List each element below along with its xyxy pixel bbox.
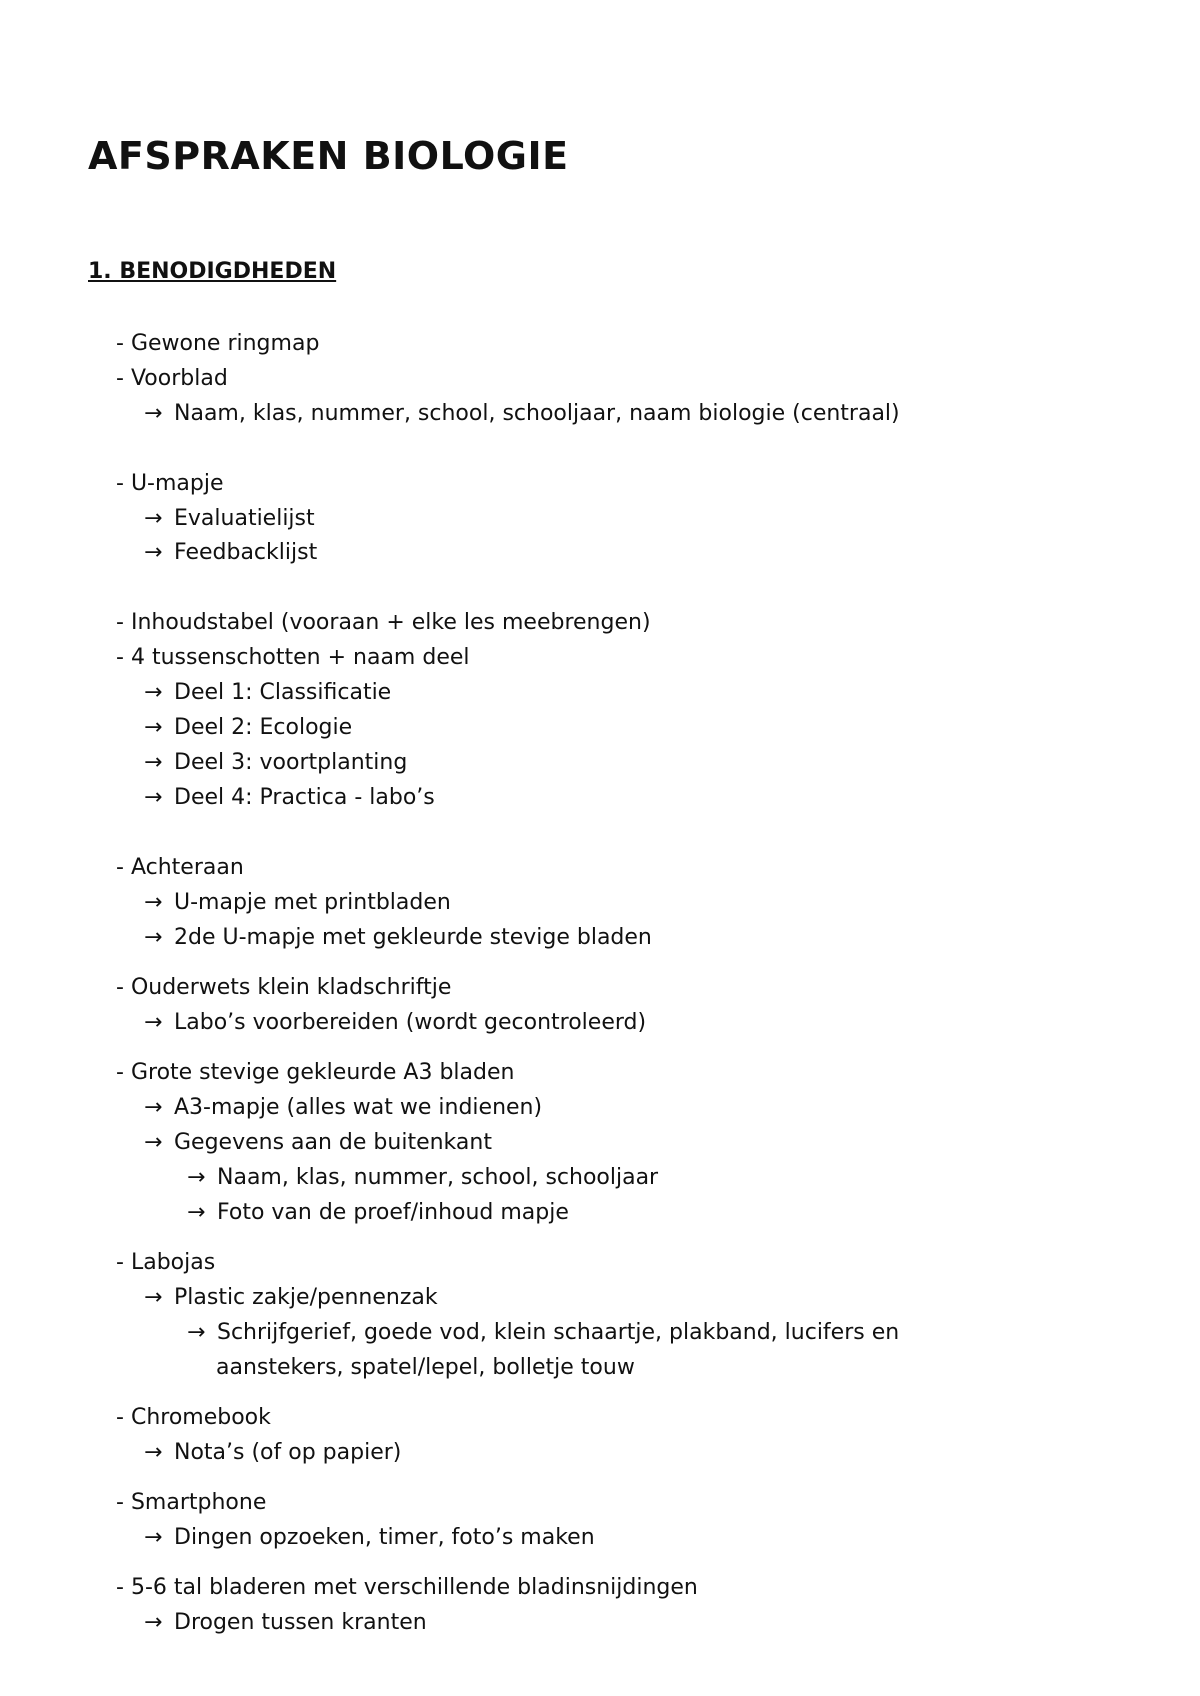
list-item <box>116 642 470 674</box>
sub-sub-list-item-text: Foto van de proef/inhoud mapje <box>217 1200 569 1225</box>
arrow-icon: → <box>144 925 163 950</box>
sub-list-item-text: Deel 2: Ecologie <box>174 715 353 740</box>
list-item-text: Gewone ringmap <box>130 331 320 356</box>
list-item-text: Labojas <box>130 1250 216 1275</box>
sub-list-item-text: A3-mapje (alles wat we indienen) <box>174 1095 543 1120</box>
dash-marker: - <box>116 610 124 635</box>
sub-list-item <box>144 782 435 814</box>
sub-list-item-text: Nota’s (of op papier) <box>174 1440 402 1465</box>
sub-list-item <box>144 1127 492 1159</box>
arrow-icon: → <box>144 890 163 915</box>
list-item <box>116 1057 514 1089</box>
list-item <box>116 1487 266 1519</box>
sub-list-item <box>144 1007 646 1039</box>
sub-list-item <box>144 922 652 954</box>
dash-marker: - <box>116 1405 124 1430</box>
arrow-icon: → <box>144 1095 163 1120</box>
sub-list-item <box>144 503 315 535</box>
sub-list-item-text: Drogen tussen kranten <box>174 1610 427 1635</box>
arrow-icon: → <box>144 1525 163 1550</box>
dash-marker: - <box>116 1250 124 1275</box>
dash-marker: - <box>116 331 124 356</box>
sub-list-item <box>144 747 407 779</box>
arrow-icon: → <box>144 680 163 705</box>
arrow-icon: → <box>144 1285 163 1310</box>
arrow-icon: → <box>187 1320 206 1345</box>
arrow-icon: → <box>144 715 163 740</box>
arrow-icon: → <box>144 540 163 565</box>
list-item-text: Grote stevige gekleurde A3 bladen <box>130 1060 515 1085</box>
list-item-text: Chromebook <box>130 1405 271 1430</box>
sub-list-item <box>144 1282 438 1314</box>
list-item <box>116 1402 271 1434</box>
arrow-icon: → <box>144 1440 163 1465</box>
sub-sub-list-item-text: Schrijfgerief, goede vod, klein schaartje, plakband, lucifers en <box>217 1320 900 1345</box>
list-item <box>116 852 244 884</box>
sub-list-item-text: Labo’s voorbereiden (wordt gecontroleerd) <box>174 1010 647 1035</box>
sub-list-item-text: Dingen opzoeken, timer, foto’s maken <box>174 1525 595 1550</box>
sub-list-item-text: U-mapje met printbladen <box>174 890 451 915</box>
sub-list-item-text: Evaluatielijst <box>174 506 315 531</box>
dash-marker: - <box>116 1575 124 1600</box>
list-item <box>116 328 319 360</box>
sub-list-item <box>144 1607 427 1639</box>
list-item <box>116 468 224 500</box>
sub-list-item <box>144 677 391 709</box>
arrow-icon: → <box>144 750 163 775</box>
sub-list-item <box>144 1522 595 1554</box>
list-item <box>116 972 451 1004</box>
sub-list-item-text: Deel 4: Practica - labo’s <box>174 785 435 810</box>
dash-marker: - <box>116 1490 124 1515</box>
arrow-icon: → <box>144 506 163 531</box>
sub-sub-list-item-text: Naam, klas, nummer, school, schooljaar <box>217 1165 659 1190</box>
document-title: AFSPRAKEN BIOLOGIE <box>88 134 569 178</box>
sub-sub-list-item-continuation: aanstekers, spatel/lepel, bolletje touw <box>216 1355 635 1380</box>
dash-marker: - <box>116 855 124 880</box>
list-item <box>116 1247 215 1279</box>
sub-list-item <box>144 398 900 430</box>
arrow-icon: → <box>144 1130 163 1155</box>
arrow-icon: → <box>144 401 163 426</box>
sub-list-item-text: Deel 3: voortplanting <box>174 750 408 775</box>
sub-list-item <box>144 1092 542 1124</box>
dash-marker: - <box>116 1060 124 1085</box>
list-item-text: Smartphone <box>130 1490 267 1515</box>
sub-sub-list-item <box>187 1197 569 1229</box>
dash-marker: - <box>116 366 124 391</box>
list-item <box>116 607 651 639</box>
sub-sub-list-item <box>187 1317 899 1349</box>
section-heading: 1. BENODIGDHEDEN <box>88 259 337 284</box>
dash-marker: - <box>116 645 124 670</box>
sub-sub-list-item <box>187 1162 658 1194</box>
arrow-icon: → <box>144 1610 163 1635</box>
sub-list-item <box>144 712 352 744</box>
list-item-text: Voorblad <box>130 366 228 391</box>
sub-list-item <box>144 1437 401 1469</box>
sub-list-item-text: Naam, klas, nummer, school, schooljaar, naam biologie (centraal) <box>174 401 900 426</box>
dash-marker: - <box>116 975 124 1000</box>
list-item-text: Inhoudstabel (vooraan + elke les meebrengen) <box>130 610 651 635</box>
arrow-icon: → <box>187 1200 206 1225</box>
list-item-text: 5-6 tal bladeren met verschillende bladinsnijdingen <box>130 1575 698 1600</box>
list-item <box>116 1572 698 1604</box>
list-item-text: 4 tussenschotten + naam deel <box>130 645 470 670</box>
sub-list-item <box>144 887 451 919</box>
sub-list-item-text: Gegevens aan de buitenkant <box>174 1130 492 1155</box>
arrow-icon: → <box>144 785 163 810</box>
list-item-text: Ouderwets klein kladschriftje <box>130 975 452 1000</box>
sub-list-item <box>144 537 317 569</box>
sub-list-item-text: Deel 1: Classificatie <box>174 680 392 705</box>
list-item-text: U-mapje <box>130 471 224 496</box>
list-item-text: Achteraan <box>130 855 244 880</box>
arrow-icon: → <box>187 1165 206 1190</box>
sub-list-item-text: 2de U-mapje met gekleurde stevige bladen <box>174 925 652 950</box>
list-item <box>116 363 228 395</box>
dash-marker: - <box>116 471 124 496</box>
arrow-icon: → <box>144 1010 163 1035</box>
sub-list-item-text: Feedbacklijst <box>174 540 318 565</box>
sub-list-item-text: Plastic zakje/pennenzak <box>174 1285 438 1310</box>
